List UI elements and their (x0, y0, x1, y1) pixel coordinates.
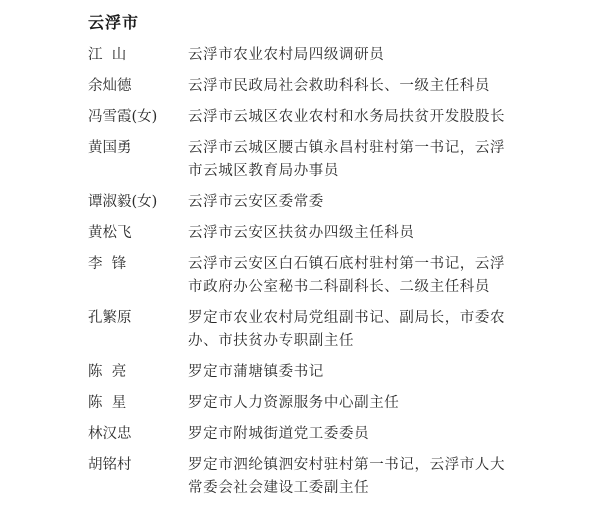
section-title: 云浮市 (88, 13, 140, 32)
person-name: 胡铭村 (88, 457, 132, 473)
list-item (0, 307, 600, 353)
person-title: 云浮市民政局社会救助科科长、一级主任科员 (188, 78, 490, 94)
person-title: 罗定市泗纶镇泗安村驻村第一书记，云浮市人大常委会社会建设工委副主任 (188, 457, 506, 496)
person-title: 罗定市附城街道党工委委员 (188, 426, 370, 442)
person-title: 罗定市蒲塘镇委书记 (188, 364, 324, 380)
person-name: 黄国勇 (88, 140, 132, 156)
person-name: 黄松飞 (88, 225, 132, 241)
person-name: 江 山 (88, 47, 127, 63)
list-item (0, 454, 600, 500)
person-title: 云浮市云安区白石镇石底村驻村第一书记，云浮市政府办公室秘书二科副科长、二级主任科员 (188, 256, 506, 295)
list-item (0, 137, 600, 183)
list-item (0, 191, 600, 214)
person-name: 冯雪霞(女) (88, 109, 158, 125)
list-item (0, 361, 600, 384)
person-title: 云浮市农业农村局四级调研员 (188, 47, 385, 63)
person-name: 陈 亮 (88, 364, 127, 380)
person-title: 罗定市农业农村局党组副书记、副局长，市委农办、市扶贫办专职副主任 (188, 310, 506, 349)
person-name: 谭淑毅(女) (88, 194, 158, 210)
person-title: 云浮市云安区委常委 (188, 194, 324, 210)
person-title: 云浮市云安区扶贫办四级主任科员 (188, 225, 415, 241)
person-name: 林汉忠 (88, 426, 132, 442)
list-item (0, 222, 600, 245)
person-name: 李 锋 (88, 256, 127, 272)
personnel-list (0, 44, 600, 508)
person-name: 余灿德 (88, 78, 132, 94)
list-item (0, 75, 600, 98)
list-item (0, 44, 600, 67)
person-name: 陈 星 (88, 395, 127, 411)
person-title: 罗定市人力资源服务中心副主任 (188, 395, 400, 411)
person-title: 云浮市云城区农业农村和水务局扶贫开发股股长 (188, 109, 506, 125)
list-item (0, 423, 600, 446)
person-name: 孔繁原 (88, 310, 132, 326)
list-item (0, 253, 600, 299)
list-item (0, 106, 600, 129)
list-item (0, 392, 600, 415)
person-title: 云浮市云城区腰古镇永昌村驻村第一书记，云浮市云城区教育局办事员 (188, 140, 506, 179)
